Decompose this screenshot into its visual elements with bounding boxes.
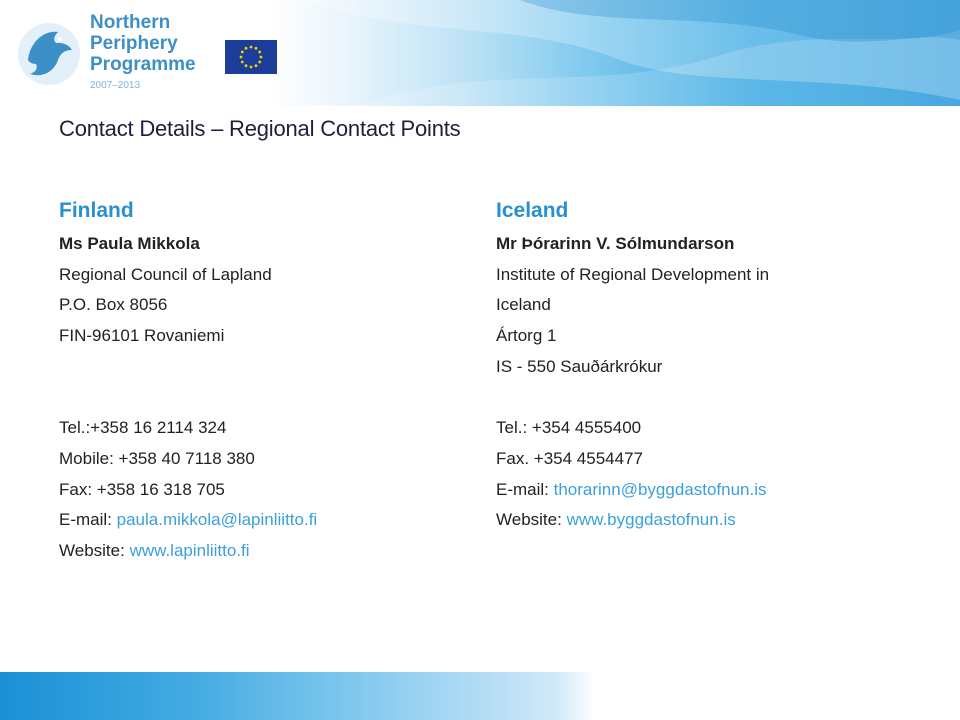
finland-heading: Finland bbox=[59, 199, 134, 222]
programme-logo bbox=[16, 12, 226, 98]
finland-mobile: Mobile: +358 40 7118 380 bbox=[59, 448, 255, 468]
finland-contact-name: Ms Paula Mikkola bbox=[59, 234, 200, 253]
iceland-contact-name: Mr Þórarinn V. Sólmundarson bbox=[496, 234, 735, 253]
logo-line-2: Periphery bbox=[90, 33, 178, 54]
logo-years: 2007–2013 bbox=[90, 80, 141, 91]
spacer bbox=[496, 382, 916, 413]
eu-flag-icon bbox=[225, 40, 277, 74]
iceland-email-row bbox=[496, 475, 916, 506]
iceland-address-1: Ártorg 1 bbox=[496, 326, 557, 346]
finland-fax: Fax: +358 16 318 705 bbox=[59, 479, 225, 499]
iceland-heading: Iceland bbox=[496, 199, 569, 222]
dove-icon bbox=[16, 14, 82, 94]
header-banner bbox=[0, 0, 960, 106]
email-label: E-mail: bbox=[59, 510, 117, 530]
iceland-tel: Tel.: +354 4555400 bbox=[496, 418, 642, 438]
finland-tel: Tel.:+358 16 2114 324 bbox=[59, 418, 227, 438]
finland-email-row bbox=[59, 505, 479, 536]
spacer bbox=[59, 352, 479, 383]
finland-website-row bbox=[59, 536, 479, 567]
finland-contact bbox=[59, 197, 479, 567]
website-label: Website: bbox=[496, 510, 567, 530]
iceland-website-link[interactable]: www.byggdastofnun.is bbox=[566, 510, 736, 530]
iceland-organization-2: Iceland bbox=[496, 295, 551, 315]
finland-website-link[interactable]: www.lapinliitto.fi bbox=[129, 540, 250, 560]
logo-line-3: Programme bbox=[90, 54, 196, 75]
finland-address-2: FIN-96101 Rovaniemi bbox=[59, 326, 225, 346]
page-title: Contact Details – Regional Contact Points bbox=[59, 116, 461, 141]
logo-wordmark bbox=[90, 12, 196, 75]
finland-address-1: P.O. Box 8056 bbox=[59, 295, 168, 315]
iceland-address-2: IS - 550 Sauðárkrókur bbox=[496, 356, 663, 376]
email-label: E-mail: bbox=[496, 479, 554, 499]
iceland-organization-1: Institute of Regional Development in bbox=[496, 264, 770, 284]
finland-email-link[interactable]: paula.mikkola@lapinliitto.fi bbox=[116, 510, 318, 530]
spacer bbox=[59, 382, 479, 413]
iceland-contact bbox=[496, 197, 916, 536]
website-label: Website: bbox=[59, 540, 130, 560]
iceland-website-row bbox=[496, 505, 916, 536]
footer-band bbox=[0, 672, 960, 720]
iceland-email-link[interactable]: thorarinn@byggdastofnun.is bbox=[553, 479, 767, 499]
logo-line-1: Northern bbox=[90, 12, 171, 33]
iceland-fax: Fax. +354 4554477 bbox=[496, 448, 643, 468]
finland-organization: Regional Council of Lapland bbox=[59, 264, 272, 284]
